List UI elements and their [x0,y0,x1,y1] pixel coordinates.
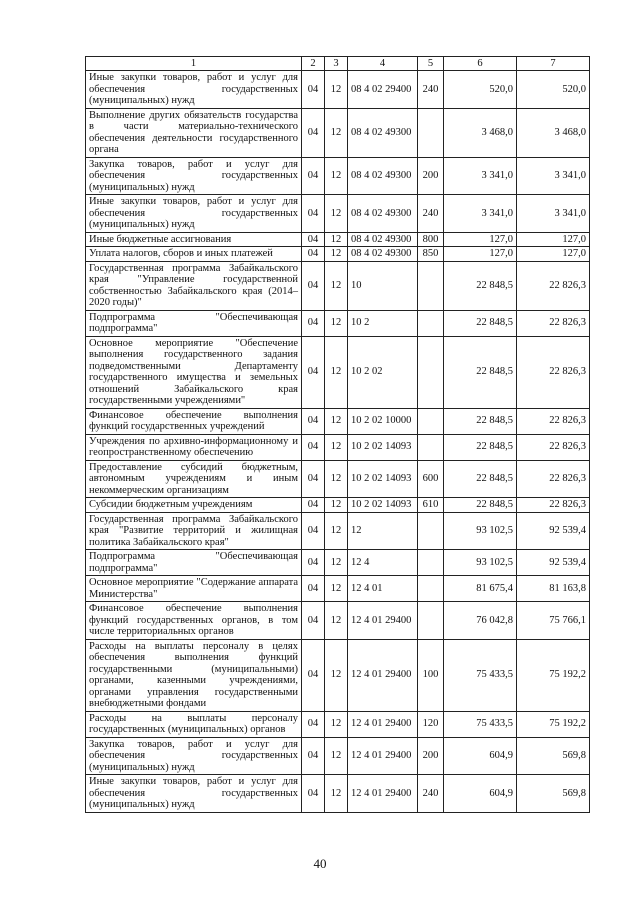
row-expense-type [418,310,444,336]
header-col-1: 1 [86,57,302,71]
header-col-4: 4 [348,57,418,71]
header-col-3: 3 [325,57,348,71]
row-target-article: 12 4 01 [348,576,418,602]
table-row [86,195,590,233]
row-amount-plan: 604,9 [444,737,517,775]
table-row [86,336,590,408]
row-amount-actual: 22 826,3 [517,261,590,310]
row-description: Учреждения по архивно-информационному и геопространственному обеспечению [86,434,302,460]
row-subsection: 12 [325,775,348,813]
row-expense-type [418,550,444,576]
row-section: 04 [302,261,325,310]
header-col-2: 2 [302,57,325,71]
row-section: 04 [302,550,325,576]
row-amount-actual: 3 341,0 [517,195,590,233]
table-row [86,512,590,550]
budget-table [85,56,590,813]
row-subsection: 12 [325,434,348,460]
row-amount-actual: 3 341,0 [517,157,590,195]
row-subsection: 12 [325,195,348,233]
row-subsection: 12 [325,261,348,310]
row-description: Предоставление субсидий бюджетным, автономным учреждениям и иным некоммерческим организациям [86,460,302,498]
row-description: Иные закупки товаров, работ и услуг для обеспечения государственных (муниципальных) нужд [86,71,302,109]
row-subsection: 12 [325,737,348,775]
row-amount-plan: 93 102,5 [444,550,517,576]
row-section: 04 [302,247,325,262]
table-row [86,775,590,813]
row-target-article: 10 2 02 10000 [348,408,418,434]
row-subsection: 12 [325,310,348,336]
row-expense-type: 240 [418,195,444,233]
row-amount-plan: 22 848,5 [444,408,517,434]
row-target-article: 12 4 [348,550,418,576]
table-row [86,639,590,711]
row-description: Иные бюджетные ассигнования [86,232,302,247]
row-amount-actual: 92 539,4 [517,512,590,550]
row-section: 04 [302,711,325,737]
table-row [86,711,590,737]
row-section: 04 [302,576,325,602]
row-target-article: 08 4 02 49300 [348,108,418,157]
row-subsection: 12 [325,602,348,640]
row-description: Выполнение других обязательств государства в части материально-технического обеспечения деятельности государственного органа [86,108,302,157]
row-target-article: 10 2 02 14093 [348,460,418,498]
table-row [86,261,590,310]
row-amount-actual: 520,0 [517,71,590,109]
row-section: 04 [302,512,325,550]
row-amount-plan: 81 675,4 [444,576,517,602]
table-row [86,498,590,513]
row-description: Финансовое обеспечение выполнения функций государственных учреждений [86,408,302,434]
row-target-article: 12 4 01 29400 [348,775,418,813]
row-subsection: 12 [325,460,348,498]
row-expense-type [418,408,444,434]
row-amount-plan: 520,0 [444,71,517,109]
row-expense-type [418,108,444,157]
row-amount-plan: 22 848,5 [444,460,517,498]
row-amount-plan: 22 848,5 [444,498,517,513]
row-expense-type: 200 [418,157,444,195]
table-row [86,602,590,640]
row-section: 04 [302,737,325,775]
row-subsection: 12 [325,247,348,262]
row-description: Уплата налогов, сборов и иных платежей [86,247,302,262]
row-amount-actual: 22 826,3 [517,434,590,460]
row-amount-actual: 75 192,2 [517,711,590,737]
table-header-row [86,57,590,71]
table-row [86,460,590,498]
row-section: 04 [302,336,325,408]
row-description: Расходы на выплаты персоналу в целях обеспечения выполнения функций государственными (муниципальными) органами, казенными учреждениями, органами управления государственными внебюджетными фондами [86,639,302,711]
row-amount-plan: 76 042,8 [444,602,517,640]
row-expense-type: 200 [418,737,444,775]
row-target-article: 12 4 01 29400 [348,737,418,775]
row-expense-type [418,602,444,640]
row-expense-type: 100 [418,639,444,711]
row-amount-actual: 92 539,4 [517,550,590,576]
row-amount-plan: 127,0 [444,232,517,247]
row-amount-plan: 22 848,5 [444,336,517,408]
row-subsection: 12 [325,512,348,550]
row-amount-actual: 22 826,3 [517,336,590,408]
row-target-article: 10 2 02 [348,336,418,408]
row-subsection: 12 [325,336,348,408]
row-expense-type: 240 [418,775,444,813]
row-expense-type: 240 [418,71,444,109]
row-expense-type [418,576,444,602]
table-row [86,232,590,247]
row-target-article: 12 [348,512,418,550]
row-amount-actual: 22 826,3 [517,460,590,498]
row-expense-type: 120 [418,711,444,737]
row-section: 04 [302,108,325,157]
row-description: Государственная программа Забайкальского края "Управление государственной собственностью Забайкальского края (2014–2020 годы)" [86,261,302,310]
row-expense-type [418,261,444,310]
row-expense-type: 800 [418,232,444,247]
row-amount-plan: 22 848,5 [444,310,517,336]
row-amount-actual: 75 192,2 [517,639,590,711]
row-target-article: 10 2 [348,310,418,336]
row-section: 04 [302,775,325,813]
row-section: 04 [302,460,325,498]
document-page [85,56,589,813]
row-amount-actual: 127,0 [517,232,590,247]
row-section: 04 [302,408,325,434]
table-row [86,737,590,775]
row-amount-actual: 81 163,8 [517,576,590,602]
row-target-article: 12 4 01 29400 [348,639,418,711]
header-col-7: 7 [517,57,590,71]
row-description: Закупка товаров, работ и услуг для обеспечения государственных (муниципальных) нужд [86,737,302,775]
row-expense-type [418,434,444,460]
row-description: Подпрограмма "Обеспечивающая подпрограмма" [86,550,302,576]
row-amount-plan: 22 848,5 [444,434,517,460]
row-section: 04 [302,639,325,711]
row-expense-type: 610 [418,498,444,513]
row-amount-actual: 22 826,3 [517,310,590,336]
row-section: 04 [302,602,325,640]
row-expense-type: 600 [418,460,444,498]
table-row [86,550,590,576]
row-subsection: 12 [325,639,348,711]
row-target-article: 12 4 01 29400 [348,711,418,737]
row-amount-actual: 569,8 [517,737,590,775]
row-amount-plan: 604,9 [444,775,517,813]
row-amount-actual: 569,8 [517,775,590,813]
table-row [86,108,590,157]
table-row [86,408,590,434]
row-expense-type [418,336,444,408]
row-section: 04 [302,157,325,195]
page-number: 40 [313,856,327,871]
row-description: Иные закупки товаров, работ и услуг для обеспечения государственных (муниципальных) нужд [86,775,302,813]
row-target-article: 10 2 02 14093 [348,434,418,460]
header-col-6: 6 [444,57,517,71]
row-description: Основное мероприятие "Обеспечение выполнения государственного задания подведомственными Департаменту государственного имущества и земельных отношений Забайкальского края государственными учреждениями" [86,336,302,408]
row-description: Подпрограмма "Обеспечивающая подпрограмма" [86,310,302,336]
row-description: Субсидии бюджетным учреждениям [86,498,302,513]
row-target-article: 10 [348,261,418,310]
row-description: Иные закупки товаров, работ и услуг для обеспечения государственных (муниципальных) нужд [86,195,302,233]
row-amount-actual: 22 826,3 [517,408,590,434]
row-target-article: 10 2 02 14093 [348,498,418,513]
row-subsection: 12 [325,71,348,109]
row-amount-plan: 3 341,0 [444,195,517,233]
table-row [86,310,590,336]
row-amount-plan: 75 433,5 [444,711,517,737]
row-expense-type: 850 [418,247,444,262]
row-amount-plan: 3 341,0 [444,157,517,195]
row-target-article: 08 4 02 49300 [348,195,418,233]
table-row [86,71,590,109]
row-amount-plan: 93 102,5 [444,512,517,550]
row-amount-plan: 22 848,5 [444,261,517,310]
table-row [86,157,590,195]
row-subsection: 12 [325,498,348,513]
row-section: 04 [302,498,325,513]
row-description: Закупка товаров, работ и услуг для обеспечения государственных (муниципальных) нужд [86,157,302,195]
row-target-article: 12 4 01 29400 [348,602,418,640]
row-subsection: 12 [325,108,348,157]
row-target-article: 08 4 02 49300 [348,232,418,247]
row-amount-plan: 127,0 [444,247,517,262]
header-col-5: 5 [418,57,444,71]
row-amount-plan: 75 433,5 [444,639,517,711]
row-amount-plan: 3 468,0 [444,108,517,157]
row-description: Государственная программа Забайкальского края "Развитие территорий и жилищная политика Забайкальского края" [86,512,302,550]
table-row [86,434,590,460]
table-row [86,576,590,602]
row-section: 04 [302,232,325,247]
row-subsection: 12 [325,408,348,434]
row-section: 04 [302,310,325,336]
row-subsection: 12 [325,157,348,195]
row-section: 04 [302,195,325,233]
row-subsection: 12 [325,711,348,737]
row-amount-actual: 3 468,0 [517,108,590,157]
row-subsection: 12 [325,576,348,602]
row-target-article: 08 4 02 49300 [348,157,418,195]
row-description: Расходы на выплаты персоналу государственных (муниципальных) органов [86,711,302,737]
row-description: Основное мероприятие "Содержание аппарата Министерства" [86,576,302,602]
row-expense-type [418,512,444,550]
row-amount-actual: 127,0 [517,247,590,262]
table-row [86,247,590,262]
row-section: 04 [302,434,325,460]
row-target-article: 08 4 02 29400 [348,71,418,109]
row-amount-actual: 22 826,3 [517,498,590,513]
row-target-article: 08 4 02 49300 [348,247,418,262]
row-section: 04 [302,71,325,109]
row-amount-actual: 75 766,1 [517,602,590,640]
row-subsection: 12 [325,232,348,247]
row-description: Финансовое обеспечение выполнения функций государственных органов, в том числе территориальных органов [86,602,302,640]
row-subsection: 12 [325,550,348,576]
